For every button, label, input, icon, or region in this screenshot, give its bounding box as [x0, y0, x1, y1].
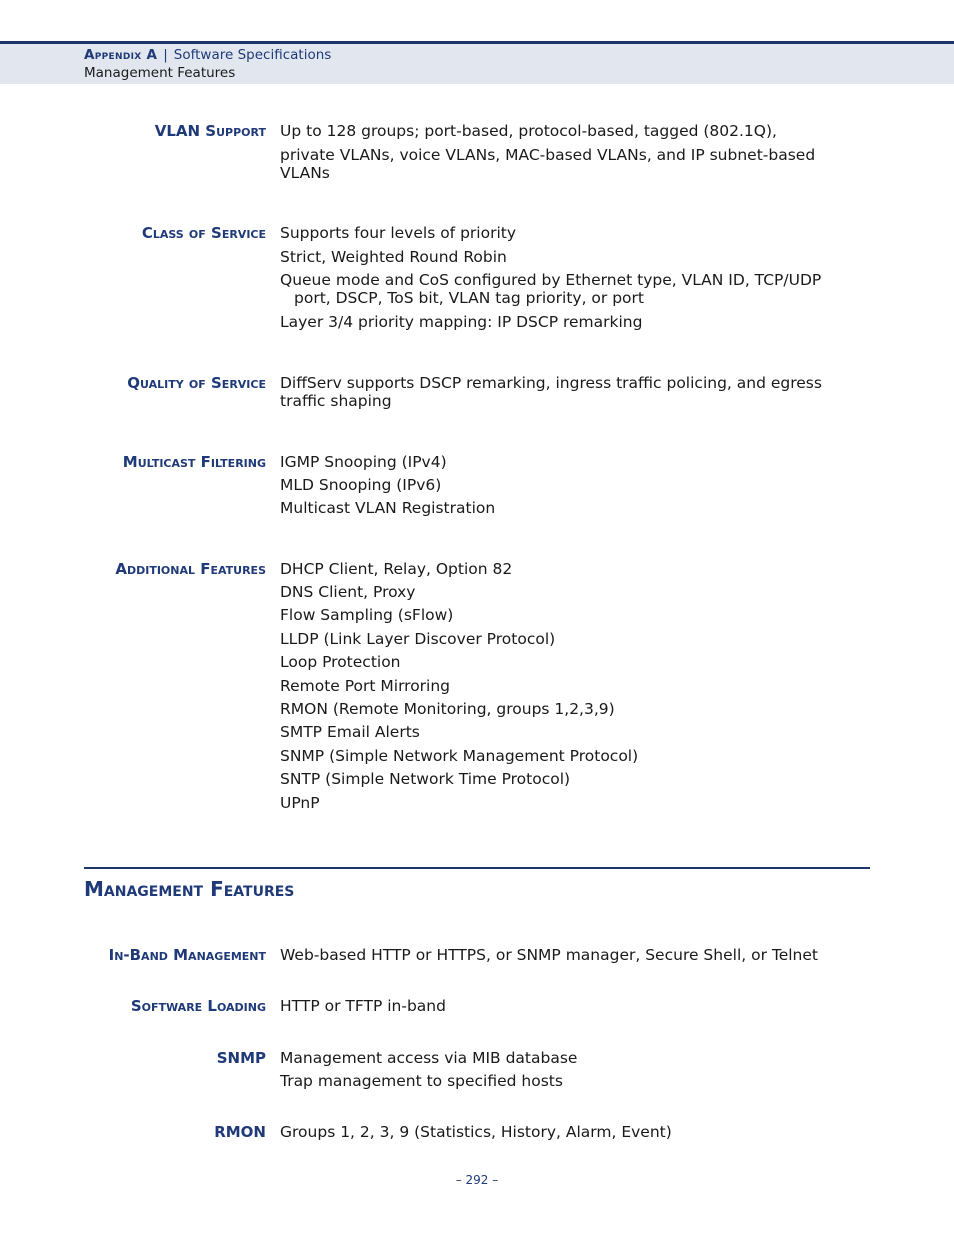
spec-item-continuation: port, DSCP, ToS bit, VLAN tag priority, or port	[294, 289, 644, 307]
spec-item-line: Queue mode and CoS configured by Ethernet type, VLAN ID, TCP/UDP	[280, 271, 822, 289]
spec-item: Management access via MIB database	[280, 1049, 578, 1067]
spec-label-quality-of-service: Quality of Service	[127, 374, 266, 392]
spec-label-software-loading: Software Loading	[130, 997, 266, 1015]
spec-item: MLD Snooping (IPv6)	[280, 476, 442, 494]
section-divider	[84, 867, 870, 869]
spec-label-additional-features: Additional Features	[115, 560, 266, 578]
spec-label-multicast-filtering: Multicast Filtering	[122, 453, 266, 471]
spec-item: IGMP Snooping (IPv4)	[280, 453, 447, 471]
spec-item: Up to 128 groups; port-based, protocol-based, tagged (802.1Q),	[280, 122, 777, 140]
header-separator: |	[163, 47, 168, 63]
section-title: Management Features	[84, 877, 295, 901]
running-header	[0, 41, 954, 84]
spec-item: Strict, Weighted Round Robin	[280, 248, 507, 266]
spec-item: DHCP Client, Relay, Option 82	[280, 560, 513, 578]
spec-item: HTTP or TFTP in-band	[280, 997, 446, 1015]
spec-item: DiffServ supports DSCP remarking, ingress traffic policing, and egress traffic shaping	[280, 374, 822, 410]
spec-label-snmp: SNMP	[216, 1049, 266, 1067]
spec-item: Layer 3/4 priority mapping: IP DSCP remarking	[280, 313, 643, 331]
spec-label-in-band-management: In-Band Management	[108, 946, 266, 964]
spec-item: SNTP (Simple Network Time Protocol)	[280, 770, 571, 788]
spec-item: LLDP (Link Layer Discover Protocol)	[280, 630, 556, 648]
spec-item: DNS Client, Proxy	[280, 583, 416, 601]
spec-label-vlan-support: VLAN Support	[154, 122, 266, 140]
spec-item: Multicast VLAN Registration	[280, 499, 496, 517]
header-chapter-line	[84, 47, 331, 63]
spec-item: SMTP Email Alerts	[280, 723, 420, 741]
spec-item: Web-based HTTP or HTTPS, or SNMP manager, Secure Shell, or Telnet	[280, 946, 818, 964]
spec-item: private VLANs, voice VLANs, MAC-based VLANs, and IP subnet-based VLANs	[280, 146, 816, 182]
spec-item: Remote Port Mirroring	[280, 677, 451, 695]
header-section: Management Features	[84, 65, 236, 81]
spec-item	[280, 271, 840, 307]
spec-item: Flow Sampling (sFlow)	[280, 606, 454, 624]
header-appendix: Appendix A	[84, 47, 158, 63]
page-number: – 292 –	[455, 1173, 499, 1187]
spec-item: Supports four levels of priority	[280, 224, 516, 242]
spec-item: Trap management to specified hosts	[280, 1072, 563, 1090]
spec-item: UPnP	[280, 794, 320, 812]
header-chapter: Software Specifications	[173, 47, 332, 63]
spec-item: Groups 1, 2, 3, 9 (Statistics, History, Alarm, Event)	[280, 1123, 672, 1141]
spec-item: SNMP (Simple Network Management Protocol)	[280, 747, 639, 765]
spec-label-rmon: RMON	[214, 1123, 266, 1141]
spec-item: RMON (Remote Monitoring, groups 1,2,3,9)	[280, 700, 615, 718]
spec-label-class-of-service: Class of Service	[141, 224, 266, 242]
spec-item: Loop Protection	[280, 653, 401, 671]
